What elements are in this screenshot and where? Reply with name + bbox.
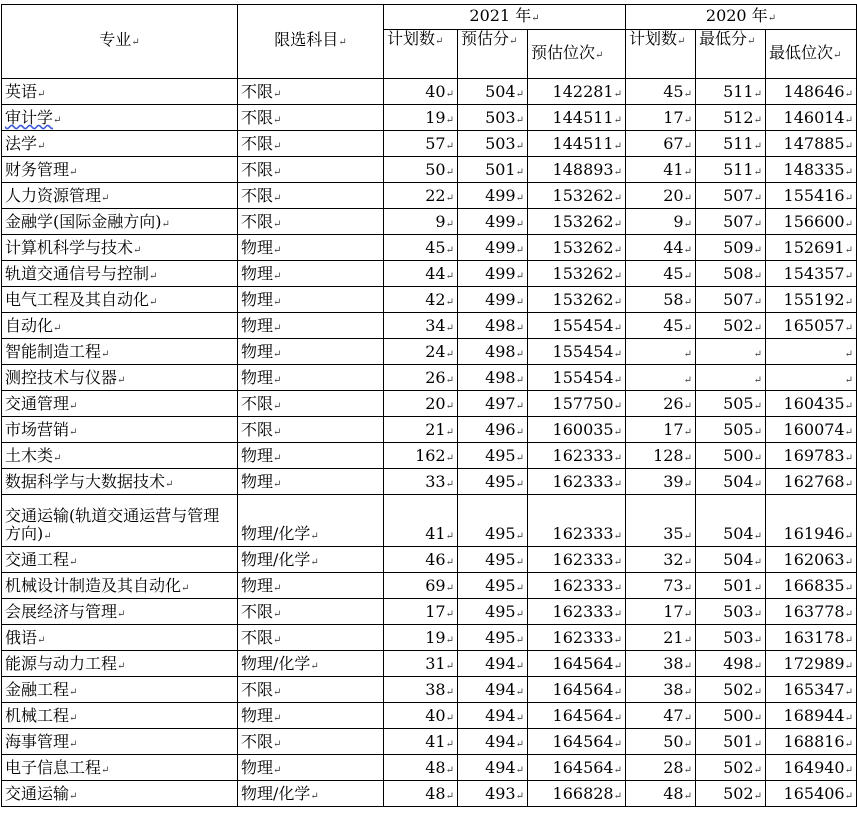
score-2021-cell: 498↵ (458, 313, 528, 339)
rank-2020-cell: 162063↵ (766, 547, 857, 573)
plan-2020-cell: 32↵ (626, 547, 696, 573)
score-2021-cell: 503↵ (458, 105, 528, 131)
major-cell: 法学↵ (2, 131, 238, 157)
subject-cell: 物理↵ (238, 235, 384, 261)
rank-2021-cell: 153262↵ (528, 287, 626, 313)
major-cell: 电气工程及其自动化↵ (2, 287, 238, 313)
subject-cell: 物理↵ (238, 365, 384, 391)
plan-2021-cell: 69↵ (384, 573, 458, 599)
plan-2020-cell: 17↵ (626, 599, 696, 625)
table-row (2, 651, 857, 677)
subject-cell: 物理/化学↵ (238, 547, 384, 573)
plan-2020-cell: 50↵ (626, 729, 696, 755)
rank-2020-cell: 152691↵ (766, 235, 857, 261)
table-row (2, 287, 857, 313)
rank-2020-cell: 168816↵ (766, 729, 857, 755)
plan-2020-cell: 38↵ (626, 677, 696, 703)
header-score-2021: 预估分↵ (458, 30, 528, 79)
score-2020-cell: 507↵ (696, 287, 766, 313)
plan-2020-cell: 39↵ (626, 469, 696, 495)
table-row (2, 755, 857, 781)
header-score-2020: 最低分↵ (696, 30, 766, 79)
table-row (2, 547, 857, 573)
header-year-2020: 2020 年↵ (626, 5, 857, 30)
subject-cell: 物理↵ (238, 313, 384, 339)
plan-2020-cell: 47↵ (626, 703, 696, 729)
score-2020-cell: 511↵ (696, 131, 766, 157)
subject-cell: 不限↵ (238, 183, 384, 209)
rank-2020-cell: 172989↵ (766, 651, 857, 677)
score-2020-cell: ↵ (696, 365, 766, 391)
table-row (2, 599, 857, 625)
score-2020-cell: 500↵ (696, 443, 766, 469)
plan-2020-cell: 44↵ (626, 235, 696, 261)
score-2021-cell: 504↵ (458, 79, 528, 105)
header-row-years (2, 5, 857, 30)
major-cell: 轨道交通信号与控制↵ (2, 261, 238, 287)
score-2020-cell: 502↵ (696, 313, 766, 339)
score-2021-cell: 495↵ (458, 547, 528, 573)
major-cell: 数据科学与大数据技术↵ (2, 469, 238, 495)
rank-2021-cell: 153262↵ (528, 261, 626, 287)
plan-2020-cell: 67↵ (626, 131, 696, 157)
score-2020-cell: 508↵ (696, 261, 766, 287)
score-2020-cell: 511↵ (696, 79, 766, 105)
rank-2021-cell: 160035↵ (528, 417, 626, 443)
rank-2020-cell: 154357↵ (766, 261, 857, 287)
rank-2021-cell: 148893↵ (528, 157, 626, 183)
table-row (2, 365, 857, 391)
table-body (2, 79, 857, 807)
plan-2020-cell: 21↵ (626, 625, 696, 651)
header-rank-2021: 预估位次↵ (528, 30, 626, 79)
subject-cell: 不限↵ (238, 677, 384, 703)
score-2021-cell: 499↵ (458, 287, 528, 313)
plan-2021-cell: 19↵ (384, 625, 458, 651)
subject-cell: 物理/化学↵ (238, 781, 384, 807)
subject-cell: 物理/化学↵ (238, 651, 384, 677)
plan-2020-cell: 73↵ (626, 573, 696, 599)
plan-2021-cell: 45↵ (384, 235, 458, 261)
major-cell: 机械工程↵ (2, 703, 238, 729)
score-2021-cell: 494↵ (458, 677, 528, 703)
major-cell: 俄语↵ (2, 625, 238, 651)
plan-2021-cell: 38↵ (384, 677, 458, 703)
subject-cell: 物理↵ (238, 573, 384, 599)
plan-2020-cell: 28↵ (626, 755, 696, 781)
plan-2021-cell: 24↵ (384, 339, 458, 365)
plan-2021-cell: 17↵ (384, 599, 458, 625)
rank-2021-cell: 164564↵ (528, 703, 626, 729)
subject-cell: 物理↵ (238, 703, 384, 729)
score-2021-cell: 498↵ (458, 365, 528, 391)
rank-2021-cell: 162333↵ (528, 495, 626, 547)
subject-cell: 不限↵ (238, 417, 384, 443)
rank-2021-cell: 153262↵ (528, 209, 626, 235)
score-2020-cell: 509↵ (696, 235, 766, 261)
rank-2020-cell: 164940↵ (766, 755, 857, 781)
plan-2020-cell: 17↵ (626, 105, 696, 131)
plan-2020-cell: 41↵ (626, 157, 696, 183)
table-row (2, 417, 857, 443)
table-row (2, 443, 857, 469)
rank-2021-cell: 162333↵ (528, 599, 626, 625)
score-2020-cell: 507↵ (696, 183, 766, 209)
score-2020-cell: 503↵ (696, 599, 766, 625)
table-row (2, 79, 857, 105)
subject-cell: 不限↵ (238, 209, 384, 235)
plan-2021-cell: 50↵ (384, 157, 458, 183)
major-cell: 会展经济与管理↵ (2, 599, 238, 625)
rank-2021-cell: 144511↵ (528, 105, 626, 131)
table-row (2, 495, 857, 547)
plan-2021-cell: 40↵ (384, 79, 458, 105)
table-row (2, 677, 857, 703)
score-2021-cell: 498↵ (458, 339, 528, 365)
plan-2021-cell: 48↵ (384, 781, 458, 807)
subject-cell: 物理↵ (238, 469, 384, 495)
score-2020-cell: 505↵ (696, 417, 766, 443)
score-2021-cell: 499↵ (458, 261, 528, 287)
header-plan-2020: 计划数↵ (626, 30, 696, 79)
rank-2020-cell: 165347↵ (766, 677, 857, 703)
rank-2021-cell: 166828↵ (528, 781, 626, 807)
score-2020-cell: 504↵ (696, 469, 766, 495)
major-cell: 人力资源管理↵ (2, 183, 238, 209)
subject-cell: 不限↵ (238, 391, 384, 417)
rank-2021-cell: 155454↵ (528, 365, 626, 391)
rank-2021-cell: 162333↵ (528, 625, 626, 651)
major-cell: 英语↵ (2, 79, 238, 105)
rank-2020-cell: 168944↵ (766, 703, 857, 729)
major-cell: 测控技术与仪器↵ (2, 365, 238, 391)
score-2021-cell: 495↵ (458, 469, 528, 495)
score-2021-cell: 495↵ (458, 625, 528, 651)
score-2020-cell: 502↵ (696, 755, 766, 781)
plan-2021-cell: 22↵ (384, 183, 458, 209)
header-plan-2021: 计划数↵ (384, 30, 458, 79)
subject-cell: 物理↵ (238, 755, 384, 781)
major-cell: 金融工程↵ (2, 677, 238, 703)
rank-2021-cell: 162333↵ (528, 443, 626, 469)
score-2021-cell: 501↵ (458, 157, 528, 183)
rank-2020-cell: 161946↵ (766, 495, 857, 547)
subject-cell: 不限↵ (238, 599, 384, 625)
plan-2021-cell: 9↵ (384, 209, 458, 235)
score-2021-cell: 494↵ (458, 651, 528, 677)
table-row (2, 261, 857, 287)
plan-2021-cell: 57↵ (384, 131, 458, 157)
plan-2020-cell: 17↵ (626, 417, 696, 443)
score-2020-cell: 504↵ (696, 495, 766, 547)
rank-2020-cell: 156600↵ (766, 209, 857, 235)
table-row (2, 781, 857, 807)
table-row (2, 729, 857, 755)
rank-2021-cell: 164564↵ (528, 651, 626, 677)
score-2021-cell: 496↵ (458, 417, 528, 443)
plan-2020-cell: 45↵ (626, 79, 696, 105)
plan-2020-cell: 26↵ (626, 391, 696, 417)
plan-2020-cell: 45↵ (626, 313, 696, 339)
subject-cell: 不限↵ (238, 79, 384, 105)
rank-2021-cell: 155454↵ (528, 339, 626, 365)
plan-2021-cell: 40↵ (384, 703, 458, 729)
subject-cell: 不限↵ (238, 131, 384, 157)
score-2020-cell: 502↵ (696, 677, 766, 703)
rank-2020-cell: 160435↵ (766, 391, 857, 417)
score-2020-cell: 502↵ (696, 781, 766, 807)
rank-2020-cell: 148335↵ (766, 157, 857, 183)
score-2021-cell: 495↵ (458, 573, 528, 599)
plan-2021-cell: 162↵ (384, 443, 458, 469)
plan-2020-cell: 45↵ (626, 261, 696, 287)
header-subject: 限选科目↵ (238, 5, 384, 79)
major-cell: 电子信息工程↵ (2, 755, 238, 781)
score-2020-cell: 504↵ (696, 547, 766, 573)
major-cell: 交通运输(轨道交通运营与管理方向)↵ (2, 495, 238, 547)
subject-cell: 物理↵ (238, 287, 384, 313)
table-row (2, 339, 857, 365)
rank-2020-cell: 147885↵ (766, 131, 857, 157)
rank-2020-cell: 163778↵ (766, 599, 857, 625)
subject-cell: 物理/化学↵ (238, 495, 384, 547)
rank-2021-cell: 162333↵ (528, 469, 626, 495)
score-2020-cell: ↵ (696, 339, 766, 365)
major-cell: 交通管理↵ (2, 391, 238, 417)
major-cell: 智能制造工程↵ (2, 339, 238, 365)
rank-2021-cell: 157750↵ (528, 391, 626, 417)
major-cell: 交通工程↵ (2, 547, 238, 573)
score-2021-cell: 497↵ (458, 391, 528, 417)
major-cell: 机械设计制造及其自动化↵ (2, 573, 238, 599)
plan-2021-cell: 33↵ (384, 469, 458, 495)
plan-2021-cell: 41↵ (384, 495, 458, 547)
rank-2020-cell: 166835↵ (766, 573, 857, 599)
rank-2021-cell: 162333↵ (528, 547, 626, 573)
rank-2020-cell: 155416↵ (766, 183, 857, 209)
major-cell: 海事管理↵ (2, 729, 238, 755)
rank-2021-cell: 164564↵ (528, 677, 626, 703)
subject-cell: 不限↵ (238, 105, 384, 131)
score-2021-cell: 495↵ (458, 599, 528, 625)
score-2021-cell: 493↵ (458, 781, 528, 807)
score-2021-cell: 495↵ (458, 495, 528, 547)
rank-2020-cell: 163178↵ (766, 625, 857, 651)
plan-2020-cell: 48↵ (626, 781, 696, 807)
admission-table (1, 4, 857, 807)
table-row (2, 183, 857, 209)
header-year-2021: 2021 年↵ (384, 5, 626, 30)
subject-cell: 物理↵ (238, 443, 384, 469)
plan-2020-cell: 35↵ (626, 495, 696, 547)
major-cell: 交通运输↵ (2, 781, 238, 807)
plan-2021-cell: 42↵ (384, 287, 458, 313)
table-row (2, 105, 857, 131)
subject-cell: 不限↵ (238, 625, 384, 651)
score-2021-cell: 494↵ (458, 755, 528, 781)
score-2020-cell: 498↵ (696, 651, 766, 677)
rank-2020-cell: ↵ (766, 365, 857, 391)
rank-2021-cell: 164564↵ (528, 755, 626, 781)
major-cell: 金融学(国际金融方向)↵ (2, 209, 238, 235)
rank-2020-cell: 165057↵ (766, 313, 857, 339)
score-2020-cell: 501↵ (696, 573, 766, 599)
score-2021-cell: 499↵ (458, 235, 528, 261)
table-row (2, 391, 857, 417)
plan-2021-cell: 46↵ (384, 547, 458, 573)
score-2020-cell: 511↵ (696, 157, 766, 183)
plan-2020-cell: 38↵ (626, 651, 696, 677)
rank-2021-cell: 153262↵ (528, 235, 626, 261)
rank-2021-cell: 144511↵ (528, 131, 626, 157)
major-cell: 能源与动力工程↵ (2, 651, 238, 677)
major-cell: 财务管理↵ (2, 157, 238, 183)
table-row (2, 313, 857, 339)
major-cell: 市场营销↵ (2, 417, 238, 443)
table-row (2, 131, 857, 157)
score-2021-cell: 494↵ (458, 703, 528, 729)
plan-2021-cell: 31↵ (384, 651, 458, 677)
rank-2020-cell: ↵ (766, 339, 857, 365)
plan-2021-cell: 34↵ (384, 313, 458, 339)
score-2020-cell: 501↵ (696, 729, 766, 755)
table-row (2, 625, 857, 651)
rank-2020-cell: 148646↵ (766, 79, 857, 105)
plan-2021-cell: 21↵ (384, 417, 458, 443)
table-row (2, 573, 857, 599)
major-cell: 自动化↵ (2, 313, 238, 339)
major-cell: 审计学↵ (2, 105, 238, 131)
plan-2021-cell: 48↵ (384, 755, 458, 781)
score-2021-cell: 495↵ (458, 443, 528, 469)
plan-2021-cell: 19↵ (384, 105, 458, 131)
rank-2021-cell: 142281↵ (528, 79, 626, 105)
score-2021-cell: 503↵ (458, 131, 528, 157)
rank-2021-cell: 153262↵ (528, 183, 626, 209)
major-cell: 计算机科学与技术↵ (2, 235, 238, 261)
header-major: 专业↵ (2, 5, 238, 79)
rank-2020-cell: 160074↵ (766, 417, 857, 443)
table-row (2, 235, 857, 261)
score-2020-cell: 507↵ (696, 209, 766, 235)
header-rank-2020: 最低位次↵ (766, 30, 857, 79)
subject-cell: 不限↵ (238, 729, 384, 755)
plan-2020-cell: 20↵ (626, 183, 696, 209)
score-2021-cell: 499↵ (458, 183, 528, 209)
table-row (2, 469, 857, 495)
rank-2021-cell: 164564↵ (528, 729, 626, 755)
score-2020-cell: 500↵ (696, 703, 766, 729)
score-2020-cell: 512↵ (696, 105, 766, 131)
score-2021-cell: 494↵ (458, 729, 528, 755)
rank-2020-cell: 169783↵ (766, 443, 857, 469)
subject-cell: 不限↵ (238, 157, 384, 183)
rank-2020-cell: 155192↵ (766, 287, 857, 313)
rank-2020-cell: 162768↵ (766, 469, 857, 495)
plan-2020-cell: 9↵ (626, 209, 696, 235)
plan-2021-cell: 41↵ (384, 729, 458, 755)
plan-2020-cell: 58↵ (626, 287, 696, 313)
score-2020-cell: 505↵ (696, 391, 766, 417)
score-2021-cell: 499↵ (458, 209, 528, 235)
major-cell: 土木类↵ (2, 443, 238, 469)
score-2020-cell: 503↵ (696, 625, 766, 651)
table-row (2, 703, 857, 729)
rank-2021-cell: 162333↵ (528, 573, 626, 599)
subject-cell: 物理↵ (238, 261, 384, 287)
plan-2021-cell: 20↵ (384, 391, 458, 417)
table-row (2, 157, 857, 183)
rank-2020-cell: 165406↵ (766, 781, 857, 807)
plan-2020-cell: ↵ (626, 365, 696, 391)
table-row (2, 209, 857, 235)
subject-cell: 物理↵ (238, 339, 384, 365)
plan-2020-cell: ↵ (626, 339, 696, 365)
rank-2020-cell: 146014↵ (766, 105, 857, 131)
plan-2021-cell: 44↵ (384, 261, 458, 287)
rank-2021-cell: 155454↵ (528, 313, 626, 339)
plan-2021-cell: 26↵ (384, 365, 458, 391)
plan-2020-cell: 128↵ (626, 443, 696, 469)
